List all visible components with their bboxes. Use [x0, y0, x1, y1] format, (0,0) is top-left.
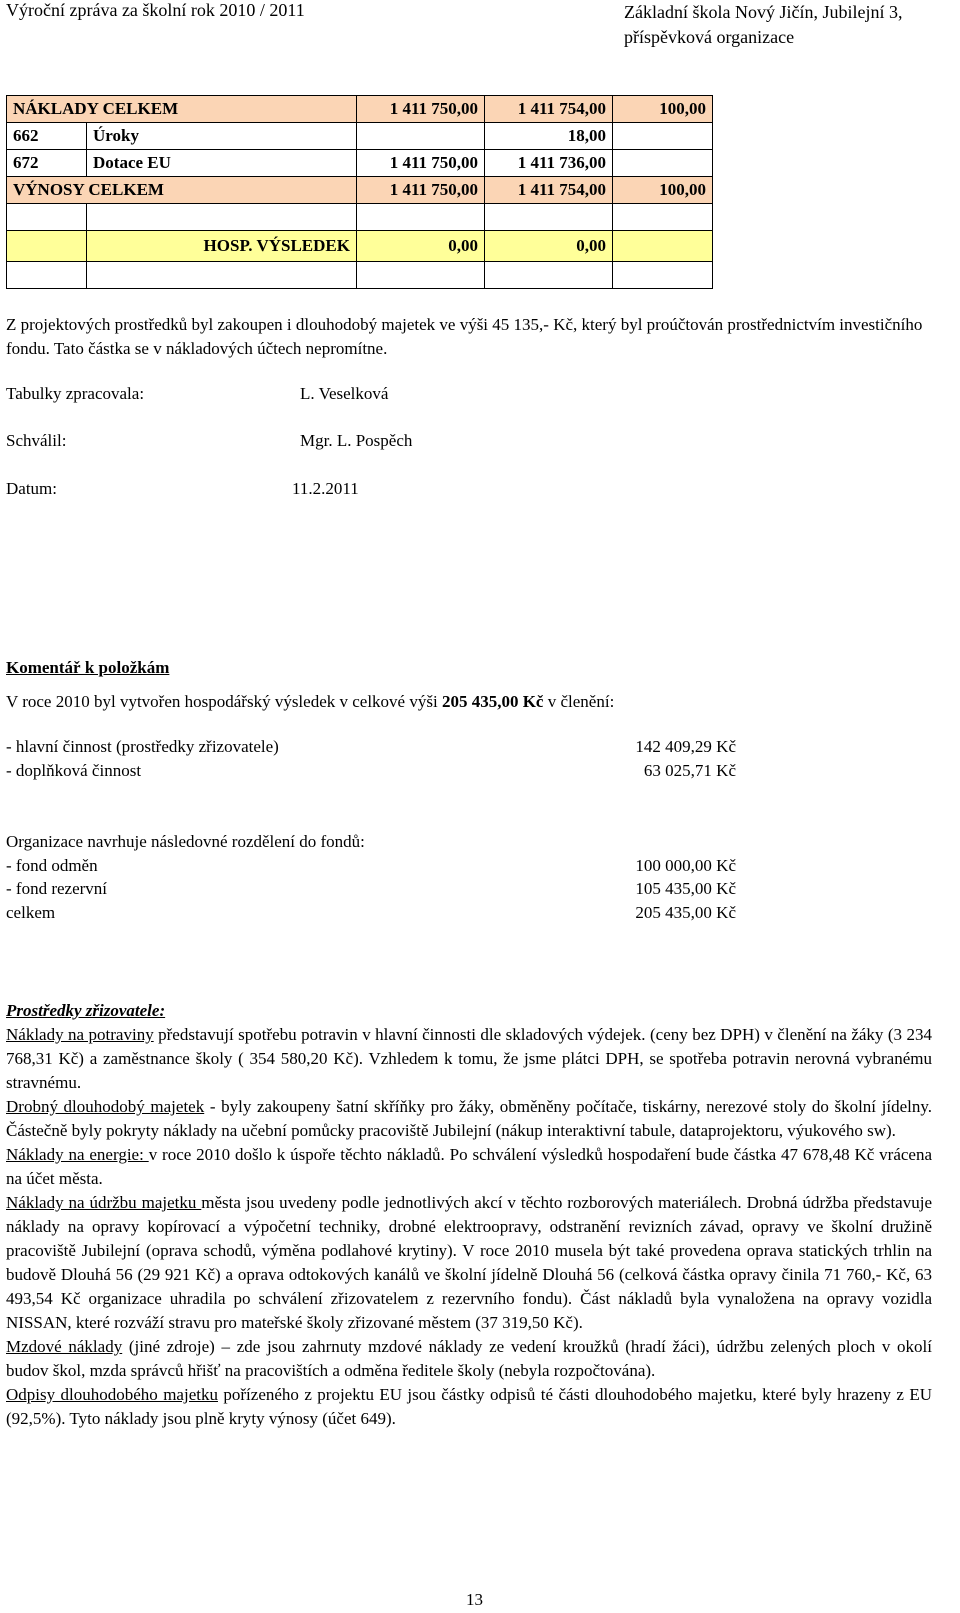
prepared-by-label: Tabulky zpracovala:: [6, 384, 145, 403]
account-cell: [7, 262, 87, 289]
row-label: Dotace EU: [87, 150, 357, 177]
actual-value: [485, 262, 613, 289]
result-intro-suffix: v členění:: [543, 692, 615, 711]
approved-by-label: Schválil:: [6, 431, 67, 450]
result-total: 205 435,00 Kč: [441, 692, 544, 711]
actual-value: 0,00: [485, 231, 613, 262]
actual-value: 18,00: [485, 123, 613, 150]
depreciation-text: pořízeného z projektu EU jsou částky odpisů té části dlouhodobého majetku, které byly hrazeny z EU (92,5%). Tyto náklady jsou plně kryty výnosy (účet 649).: [6, 1385, 932, 1428]
percent-value: [613, 204, 713, 231]
table-row: [7, 204, 713, 231]
actual-value: 1 411 754,00: [485, 96, 613, 123]
account-cell: [7, 204, 87, 231]
split-label: - hlavní činnost (prostředky zřizovatele): [6, 737, 279, 756]
date-value: 11.2.2011: [292, 479, 359, 498]
fund-row: [6, 877, 736, 901]
percent-value: [613, 123, 713, 150]
row-label: [87, 262, 357, 289]
percent-value: [613, 262, 713, 289]
table-row: [7, 123, 713, 150]
table-row: [7, 177, 713, 204]
small-assets-text: - byly zakoupeny šatní skříňky pro žáky, obměněny počítače, tiskárny, nerezové stoly do školní jídelny. Částečně byly pokryty náklady na učební pomůcky pracoviště Jubilejní (nákup interaktivní tabule, dataprojektoru, výukového sw).: [6, 1097, 932, 1140]
wages-label: Mzdové náklady: [6, 1337, 123, 1356]
row-label: [87, 204, 357, 231]
school-name-line2: příspěvková organizace: [624, 27, 795, 47]
fund-value: 205 435,00 Kč: [635, 903, 736, 922]
account-cell: [7, 231, 87, 262]
row-label: HOSP. VÝSLEDEK: [87, 231, 357, 262]
paragraph-energy: [6, 1143, 932, 1191]
fund-label: - fond odměn: [6, 856, 98, 875]
paragraph-wages: [6, 1335, 932, 1383]
report-title: Výroční zpráva za školní rok 2010 / 2011: [6, 0, 305, 20]
split-value: 142 409,29 Kč: [635, 737, 736, 756]
paragraph-assets: [6, 1095, 932, 1143]
investment-note: Z projektových prostředků byl zakoupen i dlouhodobý majetek ve výši 45 135,- Kč, který byl proúčtován prostřednictvím investičního fondu. Tato částka se v nákladových účtech nepromítne.: [6, 315, 923, 358]
fund-row: [6, 901, 736, 925]
split-row: [6, 759, 736, 783]
plan-value: 1 411 750,00: [357, 177, 485, 204]
table-row: [7, 231, 713, 262]
table-row: [7, 262, 713, 289]
plan-value: [357, 262, 485, 289]
actual-value: 1 411 754,00: [485, 177, 613, 204]
small-assets-label: Drobný dlouhodobý majetek: [6, 1097, 205, 1116]
school-name-line1: Základní škola Nový Jičín, Jubilejní 3,: [624, 2, 903, 22]
prepared-by-value: L. Veselková: [300, 384, 389, 403]
actual-value: 1 411 736,00: [485, 150, 613, 177]
plan-value: [357, 123, 485, 150]
split-value: 63 025,71 Kč: [643, 761, 736, 780]
table-row: [7, 96, 713, 123]
maintenance-label: Náklady na údržbu majetku: [6, 1193, 202, 1212]
percent-value: [613, 231, 713, 262]
energy-label: Náklady na energie:: [6, 1145, 149, 1164]
fund-value: 100 000,00 Kč: [635, 856, 736, 875]
energy-text: v roce 2010 došlo k úspoře těchto nákladů. Po schválení výsledků hospodaření bude částka 47 678,48 Kč vrácena na účet města.: [6, 1145, 933, 1188]
expense-commentary: [6, 999, 932, 1431]
split-label: - doplňková činnost: [6, 761, 142, 780]
percent-value: [613, 150, 713, 177]
result-intro: [6, 690, 932, 714]
school-name: [624, 0, 954, 50]
plan-value: 1 411 750,00: [357, 150, 485, 177]
percent-value: 100,00: [613, 96, 713, 123]
founder-funds-heading: Prostředky zřizovatele:: [6, 1001, 166, 1020]
paragraph-food: [6, 1023, 932, 1095]
row-label: VÝNOSY CELKEM: [7, 177, 357, 204]
actual-value: [485, 204, 613, 231]
approved-by-value: Mgr. L. Pospěch: [300, 431, 413, 450]
date-label: Datum:: [6, 479, 57, 498]
account-cell: 662: [7, 123, 87, 150]
comments-heading: Komentář k položkám: [6, 658, 170, 677]
paragraph-depreciation: [6, 1383, 932, 1431]
food-costs-text: představují spotřebu potravin v hlavní činnosti dle skladových výdejek. (ceny bez DPH) v členění na žáky (3 234 768,31 Kč) a zaměstnance školy ( 354 580,20 Kč). Vzhledem k tomu, že jsme plátci DPH, se spotřeba potravin nerovná vybranému stravnému.: [6, 1025, 932, 1092]
proposal-heading: Organizace navrhuje následovné rozdělení do fondů:: [6, 832, 365, 851]
fund-value: 105 435,00 Kč: [635, 879, 736, 898]
fund-row: [6, 854, 736, 878]
row-label: Úroky: [87, 123, 357, 150]
wages-text: (jiné zdroje) – zde jsou zahrnuty mzdové náklady ze vedení kroužků (hradí žáci), údržbu zelených ploch v okolí budov škol, mzda správců hřišť na pracovištích a odměna ředitele školy (nebyla rozpočtována).: [6, 1337, 932, 1380]
page-number: 13: [466, 1590, 483, 1609]
financial-table: [6, 95, 713, 289]
plan-value: [357, 204, 485, 231]
row-label: NÁKLADY CELKEM: [7, 96, 357, 123]
maintenance-text: města jsou uvedeny podle jednotlivých akcí v těchto rozborových materiálech. Drobná údržba představuje náklady na opravy kopírovací a výpočetní techniky, drobné elektroopravy, odstranění revizních závad, opravy ve školní družině pracoviště Jubilejní (oprava schodů, výměna podlahové krytiny). V roce 2010 musela být také provedena oprava statických trhlin na budově Dlouhá 56 (29 921 Kč) a oprava odtokových kanálů ve školní jídelně Dlouhá 56 (celková částka opravy činila 71 760,- Kč, 63 493,54 Kč organizace uhradila po schválení zřizovatelem z rezervního fondu). Část nákladů byla vynaložena na opravy vozidla NISSAN, které rozváží stravu pro mateřské školy zřizované městem (37 319,50 Kč).: [6, 1193, 932, 1332]
percent-value: 100,00: [613, 177, 713, 204]
fund-label: celkem: [6, 903, 56, 922]
plan-value: 1 411 750,00: [357, 96, 485, 123]
paragraph-maintenance: [6, 1191, 932, 1335]
depreciation-label: Odpisy dlouhodobého majetku: [6, 1385, 218, 1404]
plan-value: 0,00: [357, 231, 485, 262]
account-cell: 672: [7, 150, 87, 177]
fund-label: - fond rezervní: [6, 879, 108, 898]
result-intro-prefix: V roce 2010 byl vytvořen hospodářský výsledek v celkové výši: [6, 692, 442, 711]
table-row: [7, 150, 713, 177]
split-row: [6, 735, 736, 759]
food-costs-label: Náklady na potraviny: [6, 1025, 154, 1044]
